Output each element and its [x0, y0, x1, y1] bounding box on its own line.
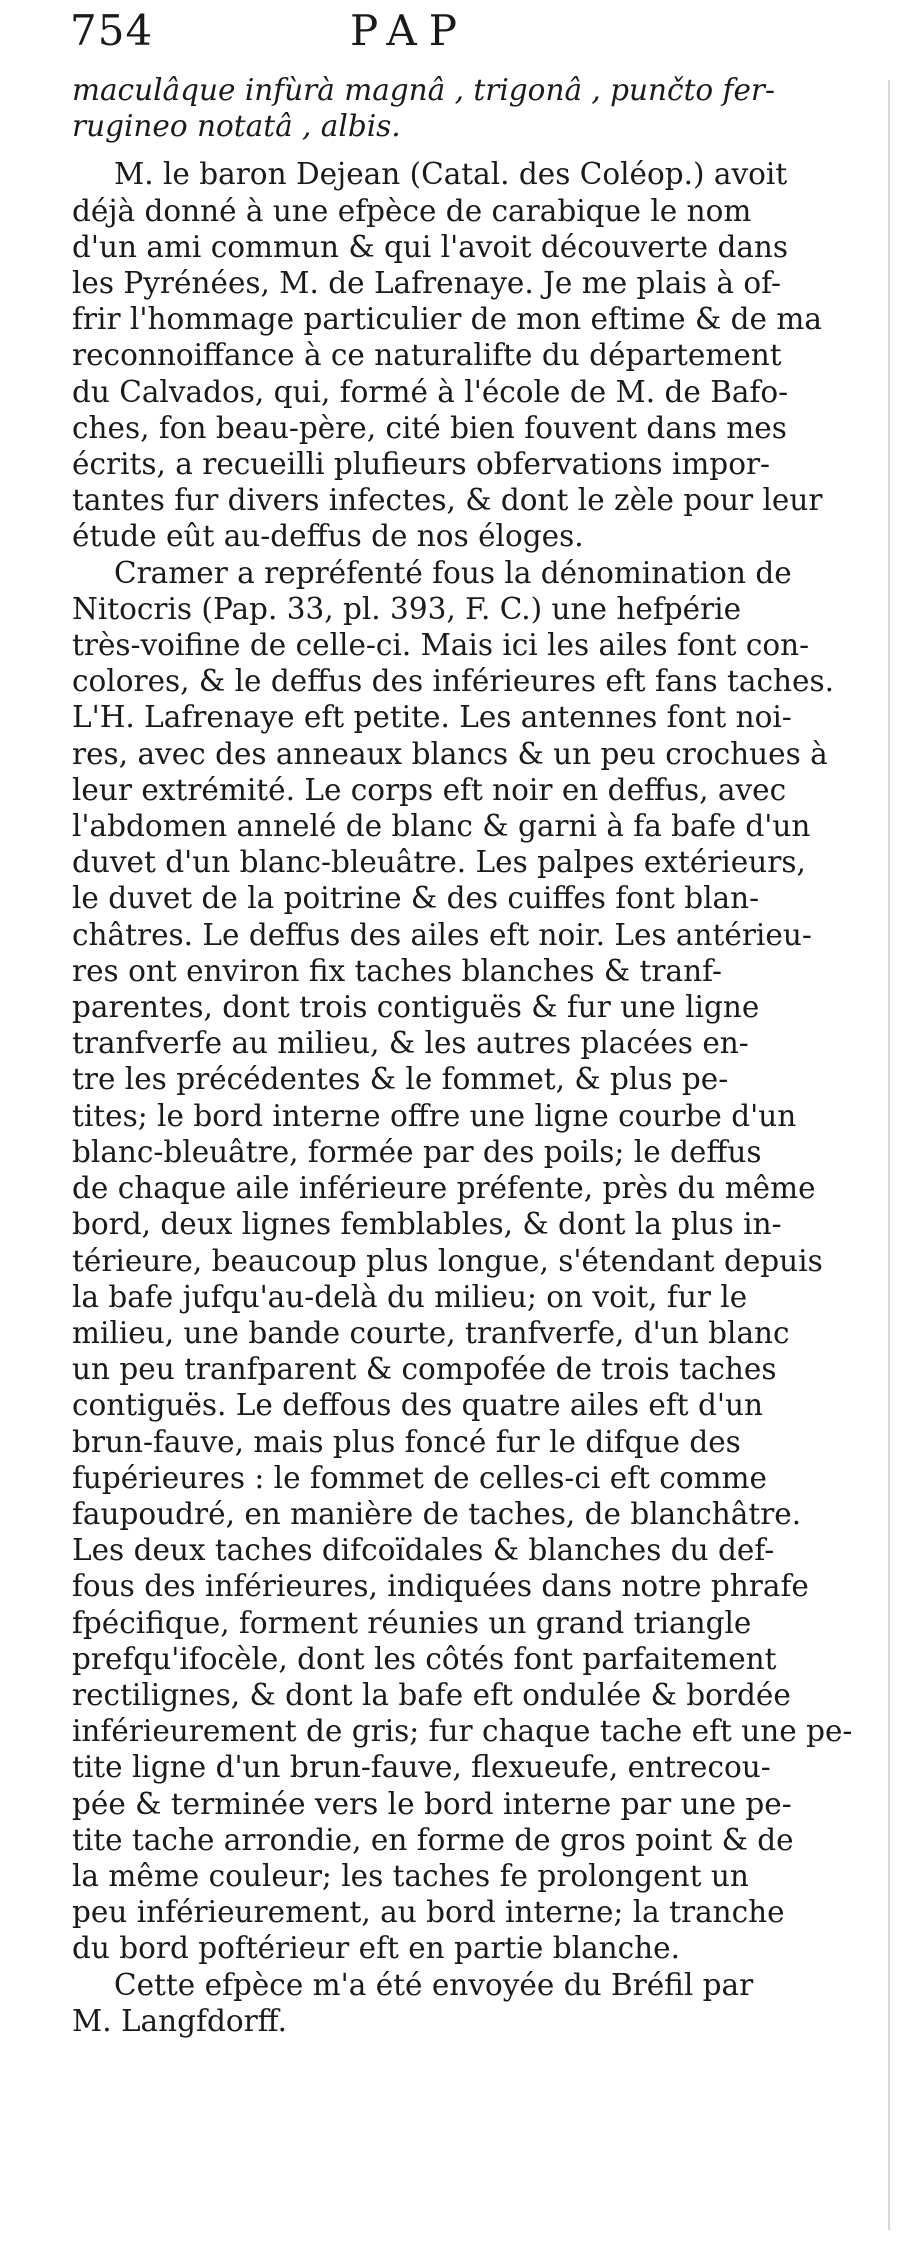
- text-line: pée & terminée vers le bord interne par une pe-: [72, 1786, 792, 1821]
- text-line: L'H. Lafrenaye eft petite. Les antennes font noi-: [72, 700, 792, 735]
- running-head: [70, 6, 830, 66]
- text-line: tite ligne d'un brun-fauve, flexueufe, entrecou-: [72, 1750, 771, 1785]
- text-line: châtres. Le deffus des ailes eft noir. Les antérieu-: [72, 917, 812, 952]
- text-line: M. Langfdorff.: [72, 2003, 287, 2038]
- text-line: très-voifine de celle-ci. Mais ici les ailes font con-: [72, 628, 810, 663]
- text-line: tre les précédentes & le fommet, & plus pe-: [72, 1062, 729, 1097]
- page-number: 754: [70, 6, 154, 55]
- page-edge-rule: [888, 80, 890, 2230]
- text-line: rectilignes, & dont la bafe eft ondulée & bordée: [72, 1677, 791, 1712]
- text-line: les Pyrénées, M. de Lafrenaye. Je me plais à of-: [72, 266, 781, 301]
- text-line: tite tache arrondie, en forme de gros point & de: [72, 1822, 794, 1857]
- text-line: du bord poftérieur eft en partie blanche.: [72, 1931, 681, 1966]
- text-line: tranfverfe au milieu, & les autres placées en-: [72, 1026, 749, 1061]
- text-line: térieure, beaucoup plus longue, s'étendant depuis: [72, 1243, 823, 1278]
- text-line: M. le baron Dejean (Catal. des Coléop.) avoit: [114, 157, 788, 192]
- text-line: Les deux taches difcoïdales & blanches du def-: [72, 1533, 775, 1568]
- text-line: inférieurement de gris; fur chaque tache eft une pe-: [72, 1714, 853, 1749]
- text-line: Cette efpèce m'a été envoyée du Bréfil par: [114, 1967, 754, 2002]
- text-line: maculâque infùrà magnâ , trigonâ , punčto fer-: [72, 73, 776, 107]
- paragraph-1: [72, 156, 864, 554]
- running-title: PAP: [350, 6, 469, 55]
- text-line: écrits, a recueilli plufieurs obfervations impor-: [72, 447, 771, 482]
- text-line: ches, fon beau-père, cité bien fouvent dans mes: [72, 410, 787, 445]
- text-line: parentes, dont trois contiguës & fur une ligne: [72, 990, 760, 1025]
- text-line: d'un ami commun & qui l'avoit découverte dans: [72, 229, 789, 264]
- text-line: la bafe jufqu'au-delà du milieu; on voit, fur le: [72, 1279, 748, 1314]
- text-line: res ont environ fix taches blanches & tranf-: [72, 953, 722, 988]
- text-line: rugineo notatâ , albis.: [72, 109, 401, 144]
- text-line: duvet d'un blanc-bleuâtre. Les palpes extérieurs,: [72, 845, 806, 880]
- text-line: l'abdomen annelé de blanc & garni à fa bafe d'un: [72, 809, 811, 844]
- text-line: reconnoiffance à ce naturalifte du département: [72, 338, 782, 373]
- text-line: prefqu'ifocèle, dont les côtés font parfaitement: [72, 1641, 777, 1676]
- text-line: frir l'hommage particulier de mon eftime & de ma: [72, 302, 822, 337]
- text-line: un peu tranfparent & compofée de trois taches: [72, 1352, 777, 1387]
- text-line: tites; le bord interne offre une ligne courbe d'un: [72, 1098, 797, 1133]
- text-line: peu inférieurement, au bord interne; la tranche: [72, 1895, 785, 1930]
- paragraph-3: [72, 1967, 864, 2039]
- text-line: de chaque aile inférieure préfente, près du même: [72, 1171, 816, 1206]
- latin-diagnosis: [72, 72, 864, 144]
- text-line: Nitocris (Pap. 33, pl. 393, F. C.) une hefpérie: [72, 591, 742, 626]
- text-line: du Calvados, qui, formé à l'école de M. de Bafo-: [72, 374, 789, 409]
- text-line: contiguës. Le deffous des quatre ailes eft d'un: [72, 1388, 763, 1423]
- text-line: brun-fauve, mais plus foncé fur le difque des: [72, 1424, 741, 1459]
- text-line: blanc-bleuâtre, formée par des poils; le deffus: [72, 1134, 762, 1169]
- body-text: [72, 72, 864, 2039]
- text-line: tantes fur divers infectes, & dont le zèle pour leur: [72, 483, 823, 518]
- text-line: Cramer a repréfenté fous la dénomination de: [114, 555, 792, 590]
- text-line: faupoudré, en manière de taches, de blanchâtre.: [72, 1496, 802, 1531]
- text-line: étude eût au-deffus de nos éloges.: [72, 519, 584, 554]
- text-line: res, avec des anneaux blancs & un peu crochues à: [72, 736, 828, 771]
- text-line: le duvet de la poitrine & des cuiffes font blan-: [72, 881, 760, 916]
- text-line: fpécifique, forment réunies un grand triangle: [72, 1605, 752, 1640]
- paragraph-2: [72, 555, 864, 1967]
- text-line: milieu, une bande courte, tranfverfe, d'un blanc: [72, 1315, 790, 1350]
- text-line: bord, deux lignes femblables, & dont la plus in-: [72, 1207, 782, 1242]
- text-line: colores, & le deffus des inférieures eft fans taches.: [72, 664, 834, 699]
- text-line: leur extrémité. Le corps eft noir en deffus, avec: [72, 772, 787, 807]
- text-line: la même couleur; les taches fe prolongent un: [72, 1858, 749, 1893]
- text-line: déjà donné à une efpèce de carabique le nom: [72, 193, 752, 228]
- text-line: fupérieures : le fommet de celles-ci eft comme: [72, 1460, 767, 1495]
- text-line: fous des inférieures, indiquées dans notre phrafe: [72, 1569, 809, 1604]
